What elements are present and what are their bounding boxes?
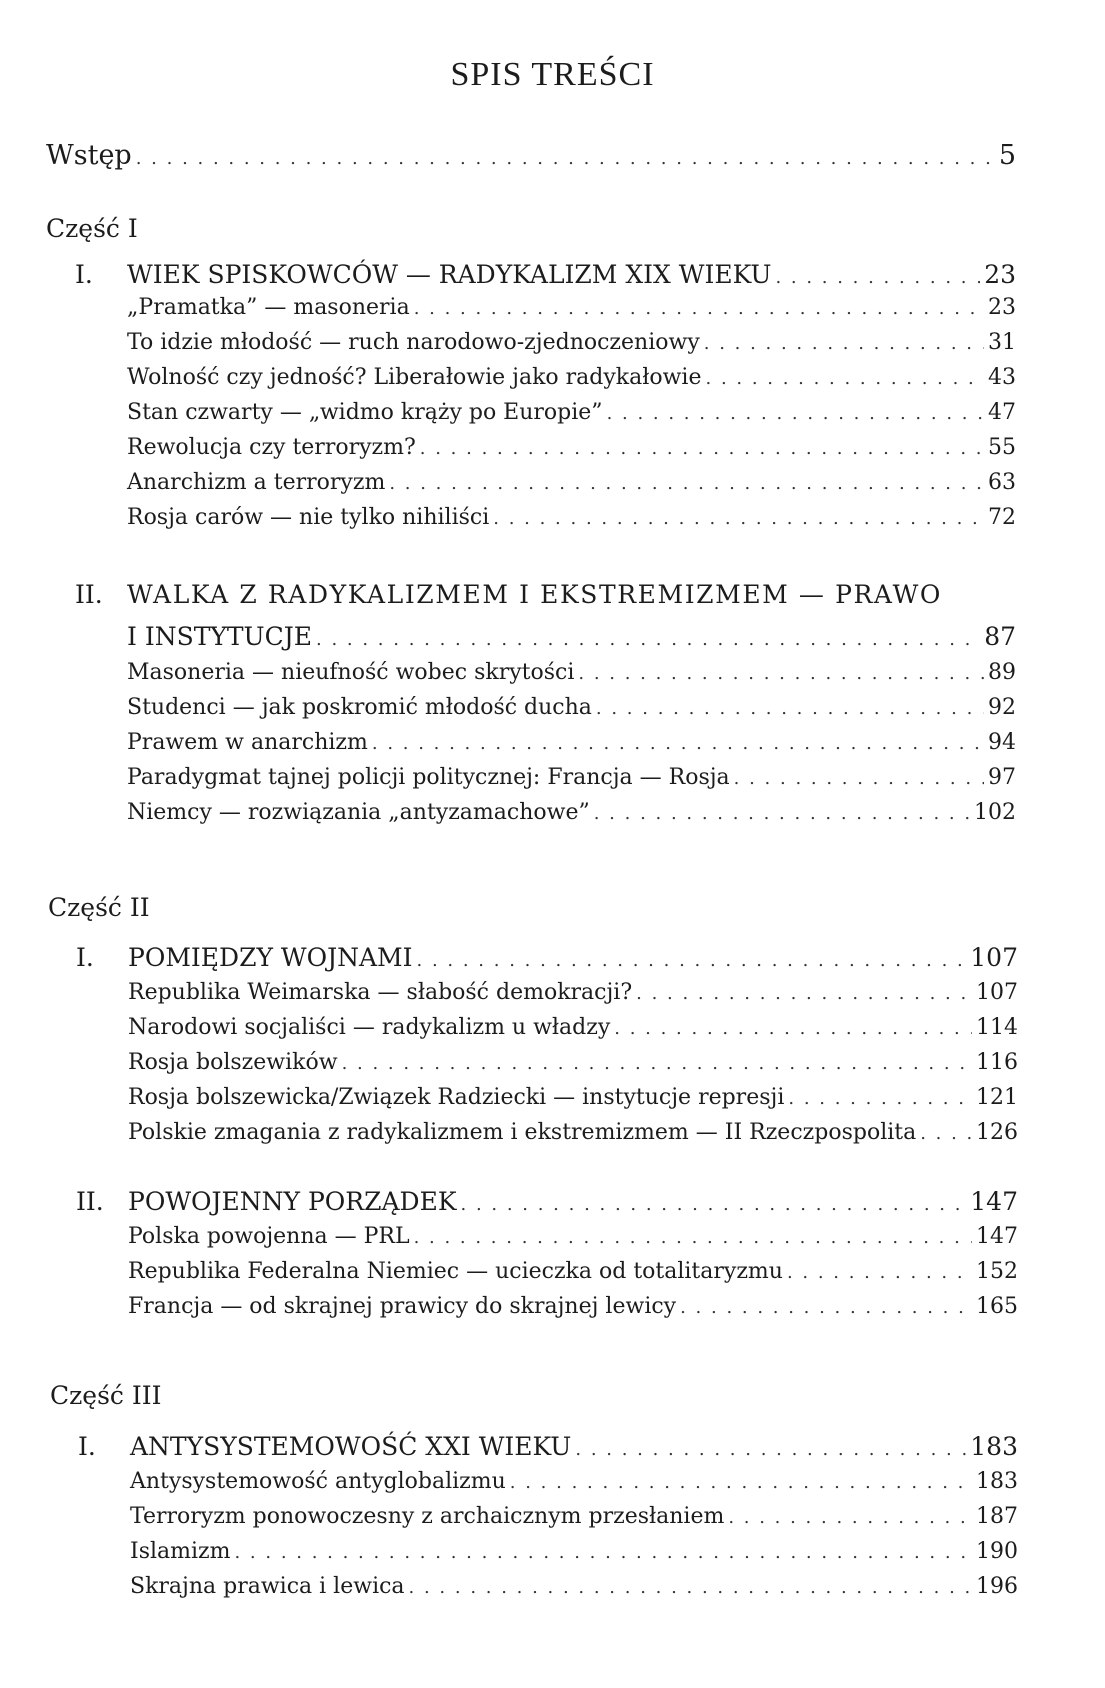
dot-leader xyxy=(734,768,984,789)
dot-leader xyxy=(510,1472,972,1493)
chapter-entry xyxy=(76,1187,1018,1216)
dot-leader xyxy=(680,1297,972,1318)
section-label: Narodowi socjaliści — radykalizm u władzy xyxy=(128,1015,611,1040)
dot-leader xyxy=(417,950,967,971)
section-entry xyxy=(130,1504,1018,1529)
section-entry xyxy=(127,295,1016,320)
section-entry xyxy=(127,730,1016,755)
section-page: 165 xyxy=(976,1294,1018,1319)
dot-leader xyxy=(389,473,984,494)
section-entry xyxy=(127,365,1016,390)
section-entry xyxy=(128,1050,1018,1075)
chapter-number: I. xyxy=(78,1432,96,1461)
chapter-entry xyxy=(75,260,1016,289)
chapter-page: 23 xyxy=(984,260,1016,289)
toc-intro-page: 5 xyxy=(998,140,1016,171)
section-label: Paradygmat tajnej policji politycznej: Francja — Rosja xyxy=(127,765,730,790)
section-entry xyxy=(127,470,1016,495)
section-entry xyxy=(127,765,1016,790)
chapter-title: WIEK SPISKOWCÓW — RADYKALIZM XIX WIEKU xyxy=(127,260,772,289)
page-title: SPIS TREŚCI xyxy=(450,56,655,93)
section-entry xyxy=(127,660,1016,685)
chapter-number: I. xyxy=(76,943,94,972)
dot-leader xyxy=(636,983,972,1004)
section-entry xyxy=(127,800,1016,825)
section-entry xyxy=(127,330,1016,355)
dot-leader xyxy=(788,1088,972,1109)
dot-leader xyxy=(372,733,984,754)
dot-leader xyxy=(775,267,980,288)
section-label: Niemcy — rozwiązania „antyzamachowe” xyxy=(127,800,590,825)
section-label: Antysystemowość antyglobalizmu xyxy=(130,1469,506,1494)
section-page: 31 xyxy=(988,330,1016,355)
section-page: 107 xyxy=(976,980,1018,1005)
dot-leader xyxy=(594,803,970,824)
section-page: 43 xyxy=(988,365,1016,390)
section-label: „Pramatka” — masoneria xyxy=(127,295,410,320)
section-label: Islamizm xyxy=(130,1539,231,1564)
dot-leader xyxy=(493,508,984,529)
part-heading: Część II xyxy=(48,893,150,922)
dot-leader xyxy=(414,1227,972,1248)
chapter-page: 87 xyxy=(984,622,1016,651)
section-page: 196 xyxy=(976,1574,1018,1599)
section-page: 147 xyxy=(976,1224,1018,1249)
section-page: 183 xyxy=(976,1469,1018,1494)
section-label: Republika Federalna Niemiec — ucieczka od totalitaryzmu xyxy=(128,1259,783,1284)
section-label: Wolność czy jedność? Liberałowie jako radykałowie xyxy=(127,365,702,390)
chapter-entry xyxy=(127,622,1016,651)
dot-leader xyxy=(728,1507,972,1528)
section-page: 97 xyxy=(988,765,1016,790)
chapter-page: 147 xyxy=(970,1187,1018,1216)
section-label: Polska powojenna — PRL xyxy=(128,1224,410,1249)
dot-leader xyxy=(706,368,985,389)
section-page: 89 xyxy=(988,660,1016,685)
section-label: To idzie młodość — ruch narodowo-zjednoczeniowy xyxy=(127,330,700,355)
section-page: 102 xyxy=(974,800,1016,825)
section-label: Anarchizm a terroryzm xyxy=(127,470,386,495)
section-entry xyxy=(128,1085,1018,1110)
dot-leader xyxy=(234,1542,972,1563)
section-label: Masoneria — nieufność wobec skrytości xyxy=(127,660,575,685)
section-page: 152 xyxy=(976,1259,1018,1284)
section-entry xyxy=(130,1539,1018,1564)
section-entry xyxy=(130,1469,1018,1494)
dot-leader xyxy=(342,1053,972,1074)
section-label: Rosja bolszewików xyxy=(128,1050,338,1075)
section-page: 116 xyxy=(976,1050,1018,1075)
chapter-entry xyxy=(76,943,1018,972)
section-page: 47 xyxy=(988,400,1016,425)
chapter-title: I INSTYTUCJE xyxy=(127,622,313,651)
section-entry xyxy=(127,505,1016,530)
dot-leader xyxy=(704,333,984,354)
dot-leader xyxy=(420,438,984,459)
section-entry xyxy=(128,1224,1018,1249)
section-page: 55 xyxy=(988,435,1016,460)
section-entry xyxy=(130,1574,1018,1599)
dot-leader xyxy=(136,148,995,169)
toc-intro-label: Wstęp xyxy=(46,140,132,171)
section-label: Terroryzm ponowoczesny z archaicznym przesłaniem xyxy=(130,1504,725,1529)
dot-leader xyxy=(414,298,984,319)
chapter-number: II. xyxy=(75,580,103,609)
section-page: 190 xyxy=(976,1539,1018,1564)
section-entry xyxy=(128,1015,1018,1040)
chapter-title: ANTYSYSTEMOWOŚĆ XXI WIEKU xyxy=(130,1432,572,1461)
section-label: Skrajna prawica i lewica xyxy=(130,1574,405,1599)
part-heading: Część III xyxy=(50,1381,162,1410)
section-entry xyxy=(127,435,1016,460)
section-label: Republika Weimarska — słabość demokracji? xyxy=(128,980,633,1005)
section-entry xyxy=(127,695,1016,720)
chapter-number: I. xyxy=(75,260,93,289)
section-entry xyxy=(128,1294,1018,1319)
part-heading: Część I xyxy=(46,214,138,243)
section-page: 92 xyxy=(988,695,1016,720)
section-page: 23 xyxy=(988,295,1016,320)
section-label: Stan czwarty — „widmo krąży po Europie” xyxy=(127,400,603,425)
chapter-title: POMIĘDZY WOJNAMI xyxy=(128,943,413,972)
section-entry xyxy=(128,980,1018,1005)
dot-leader xyxy=(607,403,984,424)
section-page: 114 xyxy=(976,1015,1018,1040)
section-label: Polskie zmagania z radykalizmem i ekstremizmem — II Rzeczpospolita xyxy=(128,1120,917,1145)
dot-leader xyxy=(920,1123,972,1144)
section-label: Studenci — jak poskromić młodość ducha xyxy=(127,695,592,720)
dot-leader xyxy=(614,1018,972,1039)
section-label: Francja — od skrajnej prawicy do skrajnej lewicy xyxy=(128,1294,677,1319)
section-entry xyxy=(128,1120,1018,1145)
chapter-page: 183 xyxy=(970,1432,1018,1461)
dot-leader xyxy=(316,629,980,650)
section-label: Prawem w anarchizm xyxy=(127,730,368,755)
dot-leader xyxy=(461,1194,967,1215)
dot-leader xyxy=(596,698,984,719)
chapter-entry xyxy=(78,1432,1018,1461)
section-label: Rosja carów — nie tylko nihiliści xyxy=(127,505,490,530)
dot-leader xyxy=(575,1439,966,1460)
chapter-number: II. xyxy=(76,1187,104,1216)
section-entry xyxy=(128,1259,1018,1284)
section-label: Rosja bolszewicka/Związek Radziecki — instytucje represji xyxy=(128,1085,785,1110)
dot-leader xyxy=(409,1577,972,1598)
section-page: 63 xyxy=(988,470,1016,495)
section-entry xyxy=(127,400,1016,425)
section-label: Rewolucja czy terroryzm? xyxy=(127,435,416,460)
chapter-title: POWOJENNY PORZĄDEK xyxy=(128,1187,457,1216)
section-page: 126 xyxy=(976,1120,1018,1145)
dot-leader xyxy=(578,663,984,684)
chapter-entry-line1 xyxy=(75,580,961,609)
section-page: 121 xyxy=(976,1085,1018,1110)
section-page: 72 xyxy=(988,505,1016,530)
dot-leader xyxy=(787,1262,972,1283)
section-page: 187 xyxy=(976,1504,1018,1529)
toc-intro xyxy=(46,140,1016,171)
section-page: 94 xyxy=(988,730,1016,755)
chapter-page: 107 xyxy=(970,943,1018,972)
chapter-title-line1: WALKA Z RADYKALIZMEM I EKSTREMIZMEM — PRAWO xyxy=(127,580,942,609)
